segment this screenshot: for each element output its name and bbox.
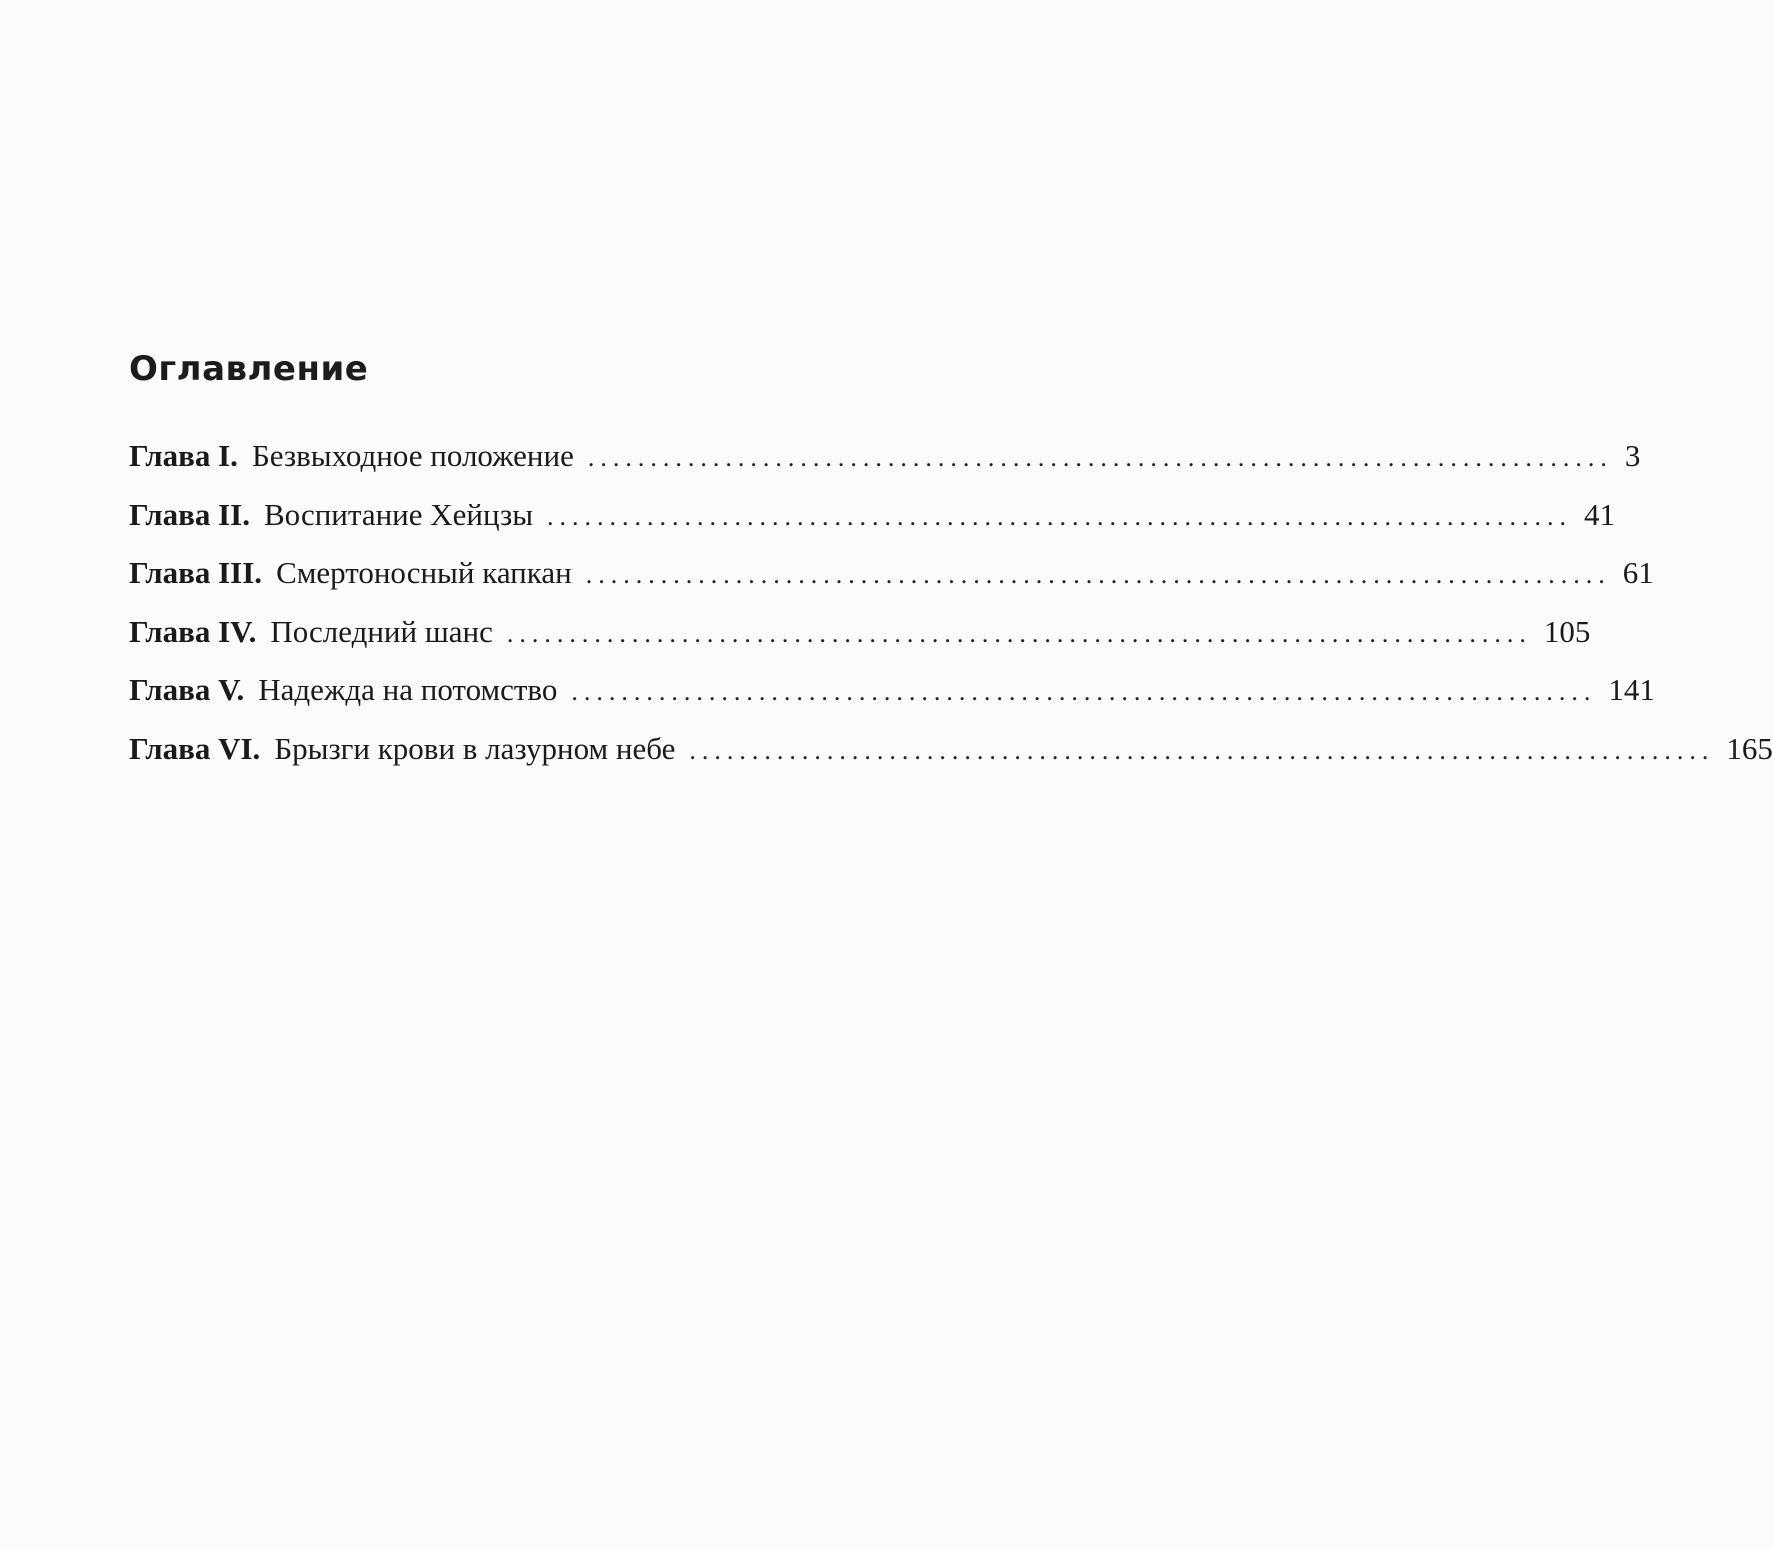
chapter-label: Глава IV. [129,613,257,649]
chapter-name: Последний шанс [270,613,493,649]
page-number: 165 [1726,730,1773,766]
chapter-name: Безвыходное положение [251,438,574,473]
toc-list [129,431,1773,782]
toc-entry [129,724,1773,783]
toc-entry [129,665,1655,724]
chapter-name: Воспитание Хейцзы [264,496,534,532]
chapter-label: Глава I. [129,438,238,473]
chapter-label: Глава II. [129,496,250,532]
dot-leader: .................................................................................. [571,677,1597,706]
dot-leader: .................................................................................. [587,443,1613,472]
page-number: 61 [1622,555,1654,590]
chapter-name: Надежда на потомство [258,672,558,707]
dot-leader: .................................................................................. [506,618,1532,648]
chapter-label: Глава VI. [129,730,261,766]
toc-title: Оглавление [129,349,369,389]
page-number: 41 [1584,496,1616,532]
dot-leader: .................................................................................. [547,501,1573,531]
chapter-name: Брызги крови в лазурном небе [274,730,676,766]
chapter-label: Глава V. [129,672,245,707]
toc-entry [129,490,1616,549]
page-number: 105 [1543,613,1591,649]
toc-entry [129,431,1641,490]
chapter-name: Смертоносный капкан [276,555,572,590]
page-number: 141 [1608,672,1655,707]
chapter-label: Глава III. [129,555,263,590]
page-number: 3 [1624,438,1641,473]
toc-entry [129,548,1654,607]
dot-leader: .................................................................................. [585,560,1611,589]
toc-entry [129,607,1591,666]
dot-leader: .................................................................................. [689,735,1715,765]
